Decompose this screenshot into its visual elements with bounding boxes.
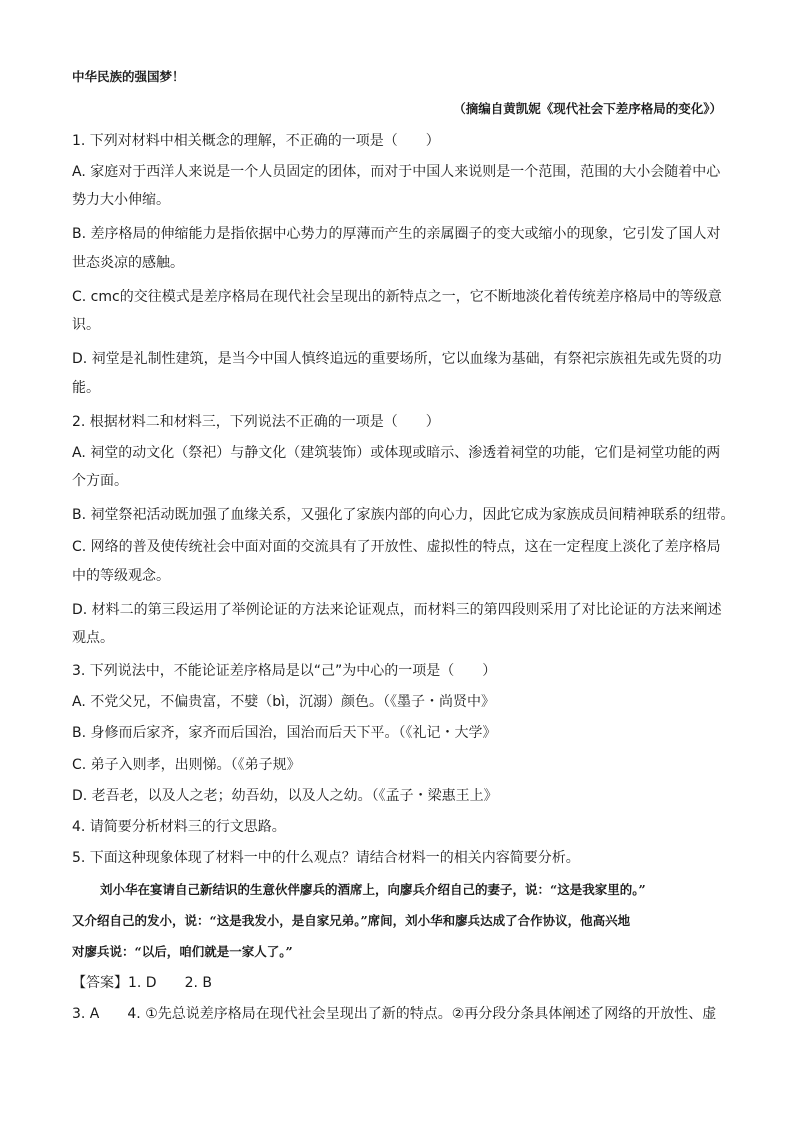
question-5-quote-line-3: 对廖兵说：“以后，咱们就是一家人了。” <box>72 944 293 959</box>
question-5-stem: 5. 下面这种现象体现了材料一中的什么观点？请结合材料一的相关内容简要分析。 <box>72 850 580 866</box>
material-ending: 中华民族的强国梦！ <box>72 69 185 84</box>
question-3-stem: 3. 下列说法中，不能论证差序格局是以“己”为中心的一项是（ ） <box>72 663 497 679</box>
question-1-stem: 1. 下列对材料中相关概念的理解，不正确的一项是（ ） <box>72 133 440 149</box>
question-1-option-d: D. 祠堂是礼制性建筑，是当今中国人慎终追远的重要场所，它以血缘为基础，有祭祀宗族祖先或先贤的功 <box>72 351 722 367</box>
question-1-option-d-cont: 能。 <box>72 380 100 396</box>
question-4-stem: 4. 请简要分析材料三的行文思路。 <box>72 819 286 835</box>
question-2-option-a-cont: 个方面。 <box>72 473 128 489</box>
question-3-option-d: D. 老吾老，以及人之老；幼吾幼，以及人之幼。（《孟子・梁惠王上》 <box>72 788 498 804</box>
question-2-option-d: D. 材料二的第三段运用了举例论证的方法来论证观点，而材料三的第四段则采用了对比论证的方法来阐述 <box>72 602 722 618</box>
answer-line-1: 【答案】1. D 2. B <box>72 975 212 991</box>
question-3-option-a: A. 不党父兄，不偏贵富，不嬖（bì，沉溺）颜色。（《墨子・尚贤中》 <box>72 694 496 710</box>
question-3-option-c: C. 弟子入则孝，出则悌。（《弟子规》 <box>72 757 301 773</box>
question-2-stem: 2. 根据材料二和材料三，下列说法不正确的一项是（ ） <box>72 414 440 430</box>
source-citation: （摘编自黄凯妮《现代社会下差序格局的变化》） <box>453 101 722 116</box>
question-2-option-a: A. 祠堂的动文化（祭祀）与静文化（建筑装饰）或体现或暗示、渗透着祠堂的功能，它们是祠堂功能的两 <box>72 445 721 461</box>
question-1-option-b: B. 差序格局的伸缩能力是指依据中心势力的厚薄而产生的亲属圈子的变大或缩小的现象，它引发了国人对 <box>72 226 721 242</box>
question-2-option-d-cont: 观点。 <box>72 630 114 646</box>
question-5-quote-line-1: 刘小华在宴请自己新结识的生意伙伴廖兵的酒席上，向廖兵介绍自己的妻子，说：“这是我家里的。” <box>100 882 646 897</box>
question-2-option-c-cont: 中的等级观念。 <box>72 568 170 584</box>
question-3-option-b: B. 身修而后家齐，家齐而后国治，国治而后天下平。（《礼记・大学》 <box>72 725 497 741</box>
question-1-option-b-cont: 世态炎凉的感触。 <box>72 255 184 271</box>
question-1-option-c-cont: 识。 <box>72 317 100 333</box>
question-2-option-b: B. 祠堂祭祀活动既加强了血缘关系，又强化了家族内部的向心力，因此它成为家族成员间精神联系的纽带。 <box>72 507 735 523</box>
question-1-option-a-cont: 势力大小伸缩。 <box>72 192 170 208</box>
question-2-option-c: C. 网络的普及使传统社会中面对面的交流具有了开放性、虚拟性的特点，这在一定程度上淡化了差序格局 <box>72 539 721 555</box>
question-1-option-a: A. 家庭对于西洋人来说是一个人员固定的团体，而对于中国人来说则是一个范围，范围的大小会随着中心 <box>72 164 721 180</box>
answer-line-2: 3. A 4. ①先总说差序格局在现代社会呈现出了新的特点。②再分段分条具体阐述了网络的开放性、虚 <box>72 1006 717 1022</box>
question-5-quote-line-2: 又介绍自己的发小，说：“这是我发小，是自家兄弟。”席间，刘小华和廖兵达成了合作协议，他高兴地 <box>72 913 631 928</box>
question-1-option-c: C. cmc的交往模式是差序格局在现代社会呈现出的新特点之一，它不断地淡化着传统差序格局中的等级意 <box>72 289 722 305</box>
